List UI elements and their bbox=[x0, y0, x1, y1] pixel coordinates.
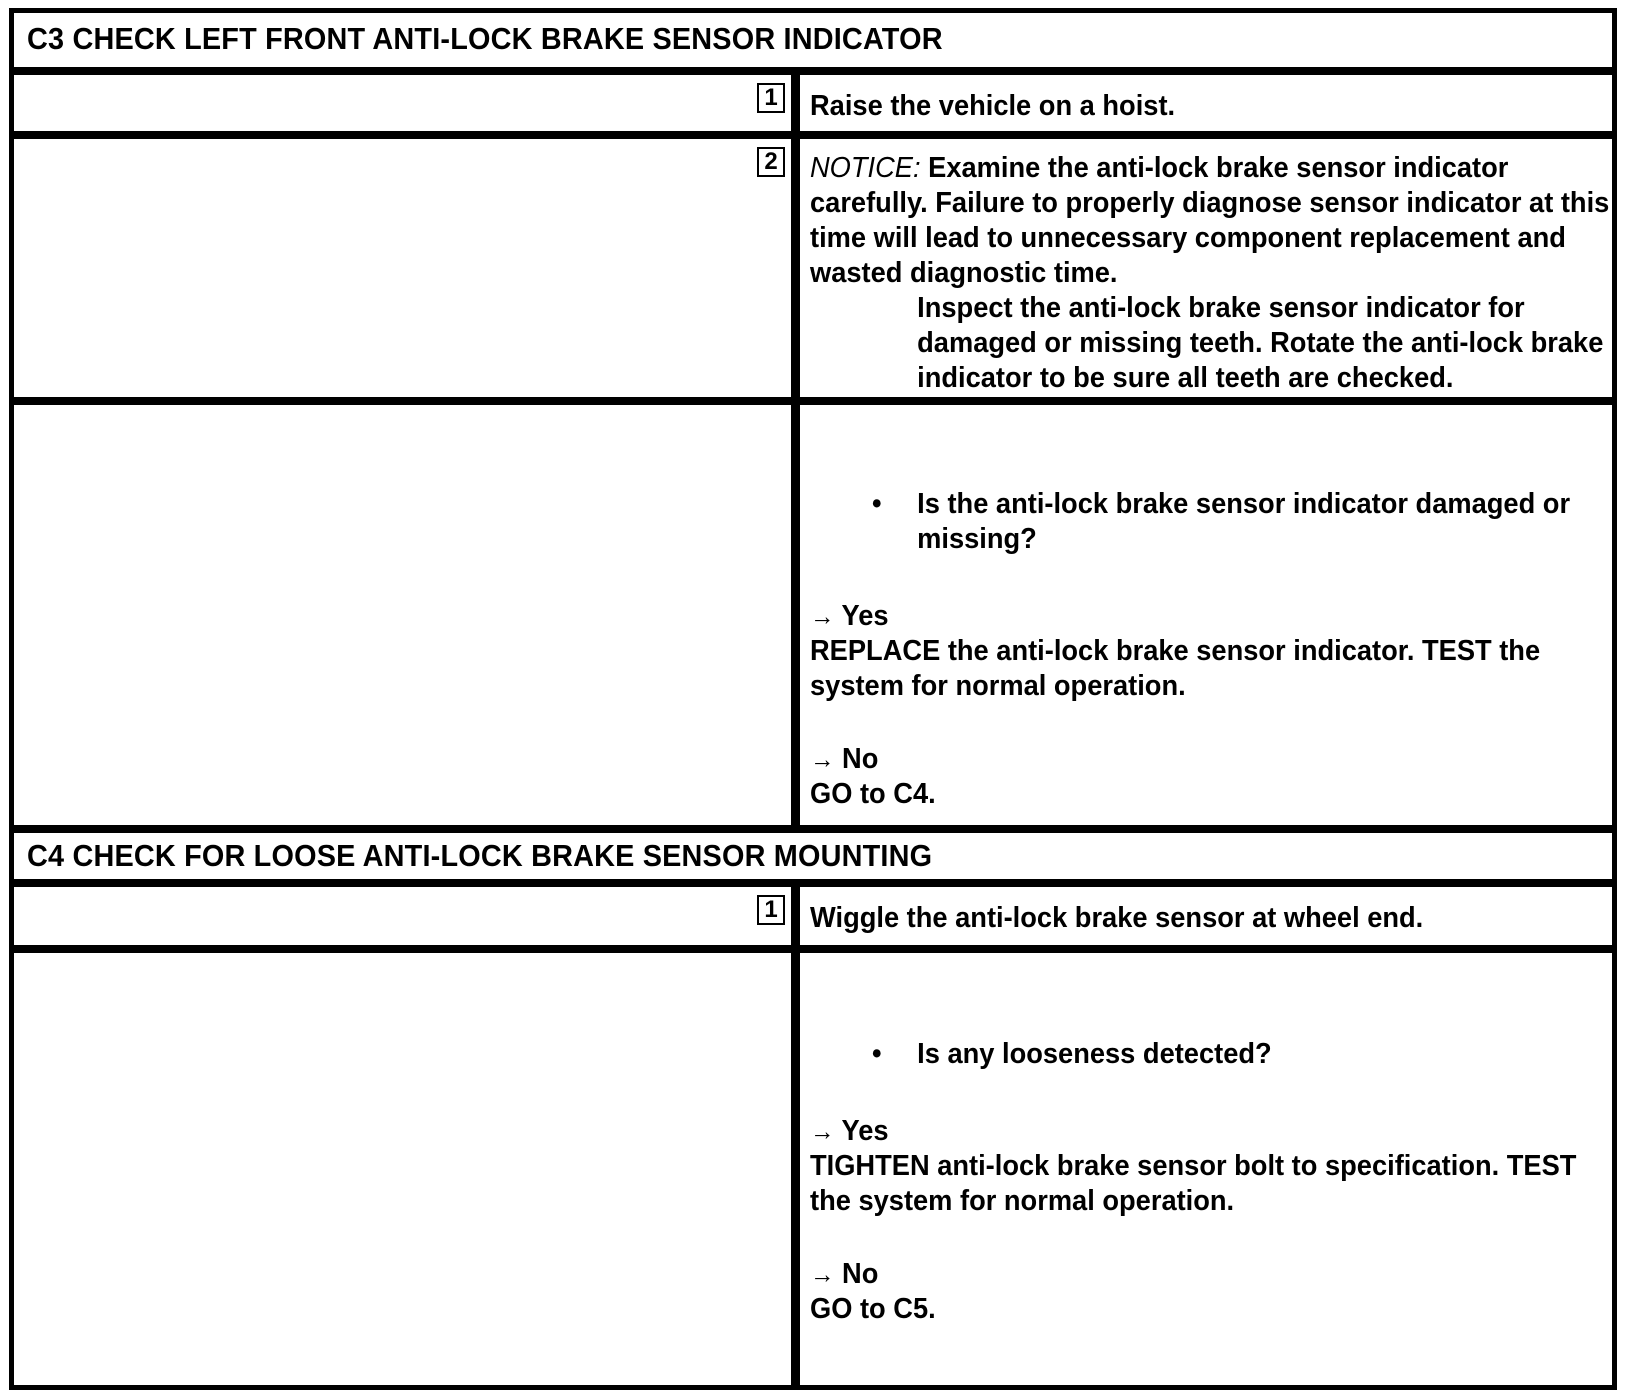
yes-label: Yes bbox=[841, 600, 889, 632]
step-row bbox=[14, 75, 1612, 131]
step-number: 1 bbox=[757, 895, 785, 925]
section-header-c4 bbox=[14, 833, 1612, 879]
arrow-right-icon: → bbox=[810, 744, 835, 774]
step-number: 1 bbox=[757, 83, 785, 113]
no-action: GO to C5. bbox=[810, 1293, 936, 1325]
inspection-instruction: Inspect the anti-lock brake sensor indicator for damaged or missing teeth. Rotate the anti-lock brake indicator to be sure all teeth are checked. bbox=[917, 292, 1604, 394]
no-action: GO to C4. bbox=[810, 778, 936, 810]
step-number-cell bbox=[14, 139, 791, 397]
step-text: Wiggle the anti-lock brake sensor at wheel end. bbox=[810, 902, 1424, 934]
question-cell bbox=[800, 405, 1612, 825]
question-text: Is any looseness detected? bbox=[917, 1038, 1272, 1070]
notice-paragraph bbox=[810, 151, 1618, 396]
yes-action: REPLACE the anti-lock brake sensor indicator. TEST the system for normal operation. bbox=[810, 635, 1541, 702]
yes-branch bbox=[810, 1114, 1618, 1149]
arrow-right-icon: → bbox=[810, 1259, 835, 1289]
step-text-cell bbox=[800, 75, 1612, 131]
yes-label: Yes bbox=[841, 1115, 889, 1147]
step-number: 2 bbox=[757, 147, 785, 177]
question-line bbox=[810, 1037, 1618, 1072]
section-title: C3 CHECK LEFT FRONT ANTI-LOCK BRAKE SENSOR INDICATOR bbox=[27, 21, 943, 56]
arrow-right-icon: → bbox=[810, 601, 835, 631]
section-header-c3 bbox=[14, 13, 1612, 67]
no-branch bbox=[810, 742, 1618, 777]
question-block bbox=[810, 1037, 1618, 1327]
step-row bbox=[14, 887, 1612, 945]
empty-cell bbox=[14, 953, 791, 1385]
yes-action: TIGHTEN anti-lock brake sensor bolt to specification. TEST the system for normal operation. bbox=[810, 1150, 1577, 1217]
question-row bbox=[14, 953, 1612, 1385]
question-text: Is the anti-lock brake sensor indicator damaged or missing? bbox=[917, 488, 1571, 555]
bullet-icon: • bbox=[872, 1038, 882, 1070]
empty-cell bbox=[14, 405, 791, 825]
step-number-cell bbox=[14, 75, 791, 131]
yes-branch bbox=[810, 599, 1618, 634]
step-text: Raise the vehicle on a hoist. bbox=[810, 90, 1176, 122]
step-row bbox=[14, 139, 1612, 397]
no-label: No bbox=[842, 743, 879, 775]
step-text-cell bbox=[800, 887, 1612, 945]
notice-text: Examine the anti-lock brake sensor indicator carefully. Failure to properly diagnose sensor indicator at this time will lead to unnecessary component replacement and wasted diagnostic time. bbox=[810, 152, 1610, 289]
diagnostic-table bbox=[9, 8, 1617, 1390]
step-number-cell bbox=[14, 887, 791, 945]
step-text-cell bbox=[800, 139, 1612, 397]
notice-label: NOTICE: bbox=[810, 152, 921, 184]
no-label: No bbox=[842, 1258, 879, 1290]
question-line bbox=[810, 487, 1618, 557]
question-cell bbox=[800, 953, 1612, 1385]
section-title: C4 CHECK FOR LOOSE ANTI-LOCK BRAKE SENSOR MOUNTING bbox=[27, 838, 933, 873]
arrow-right-icon: → bbox=[810, 1116, 835, 1146]
question-row bbox=[14, 405, 1612, 825]
bullet-icon: • bbox=[872, 488, 882, 520]
question-block bbox=[810, 487, 1618, 812]
no-branch bbox=[810, 1257, 1618, 1292]
